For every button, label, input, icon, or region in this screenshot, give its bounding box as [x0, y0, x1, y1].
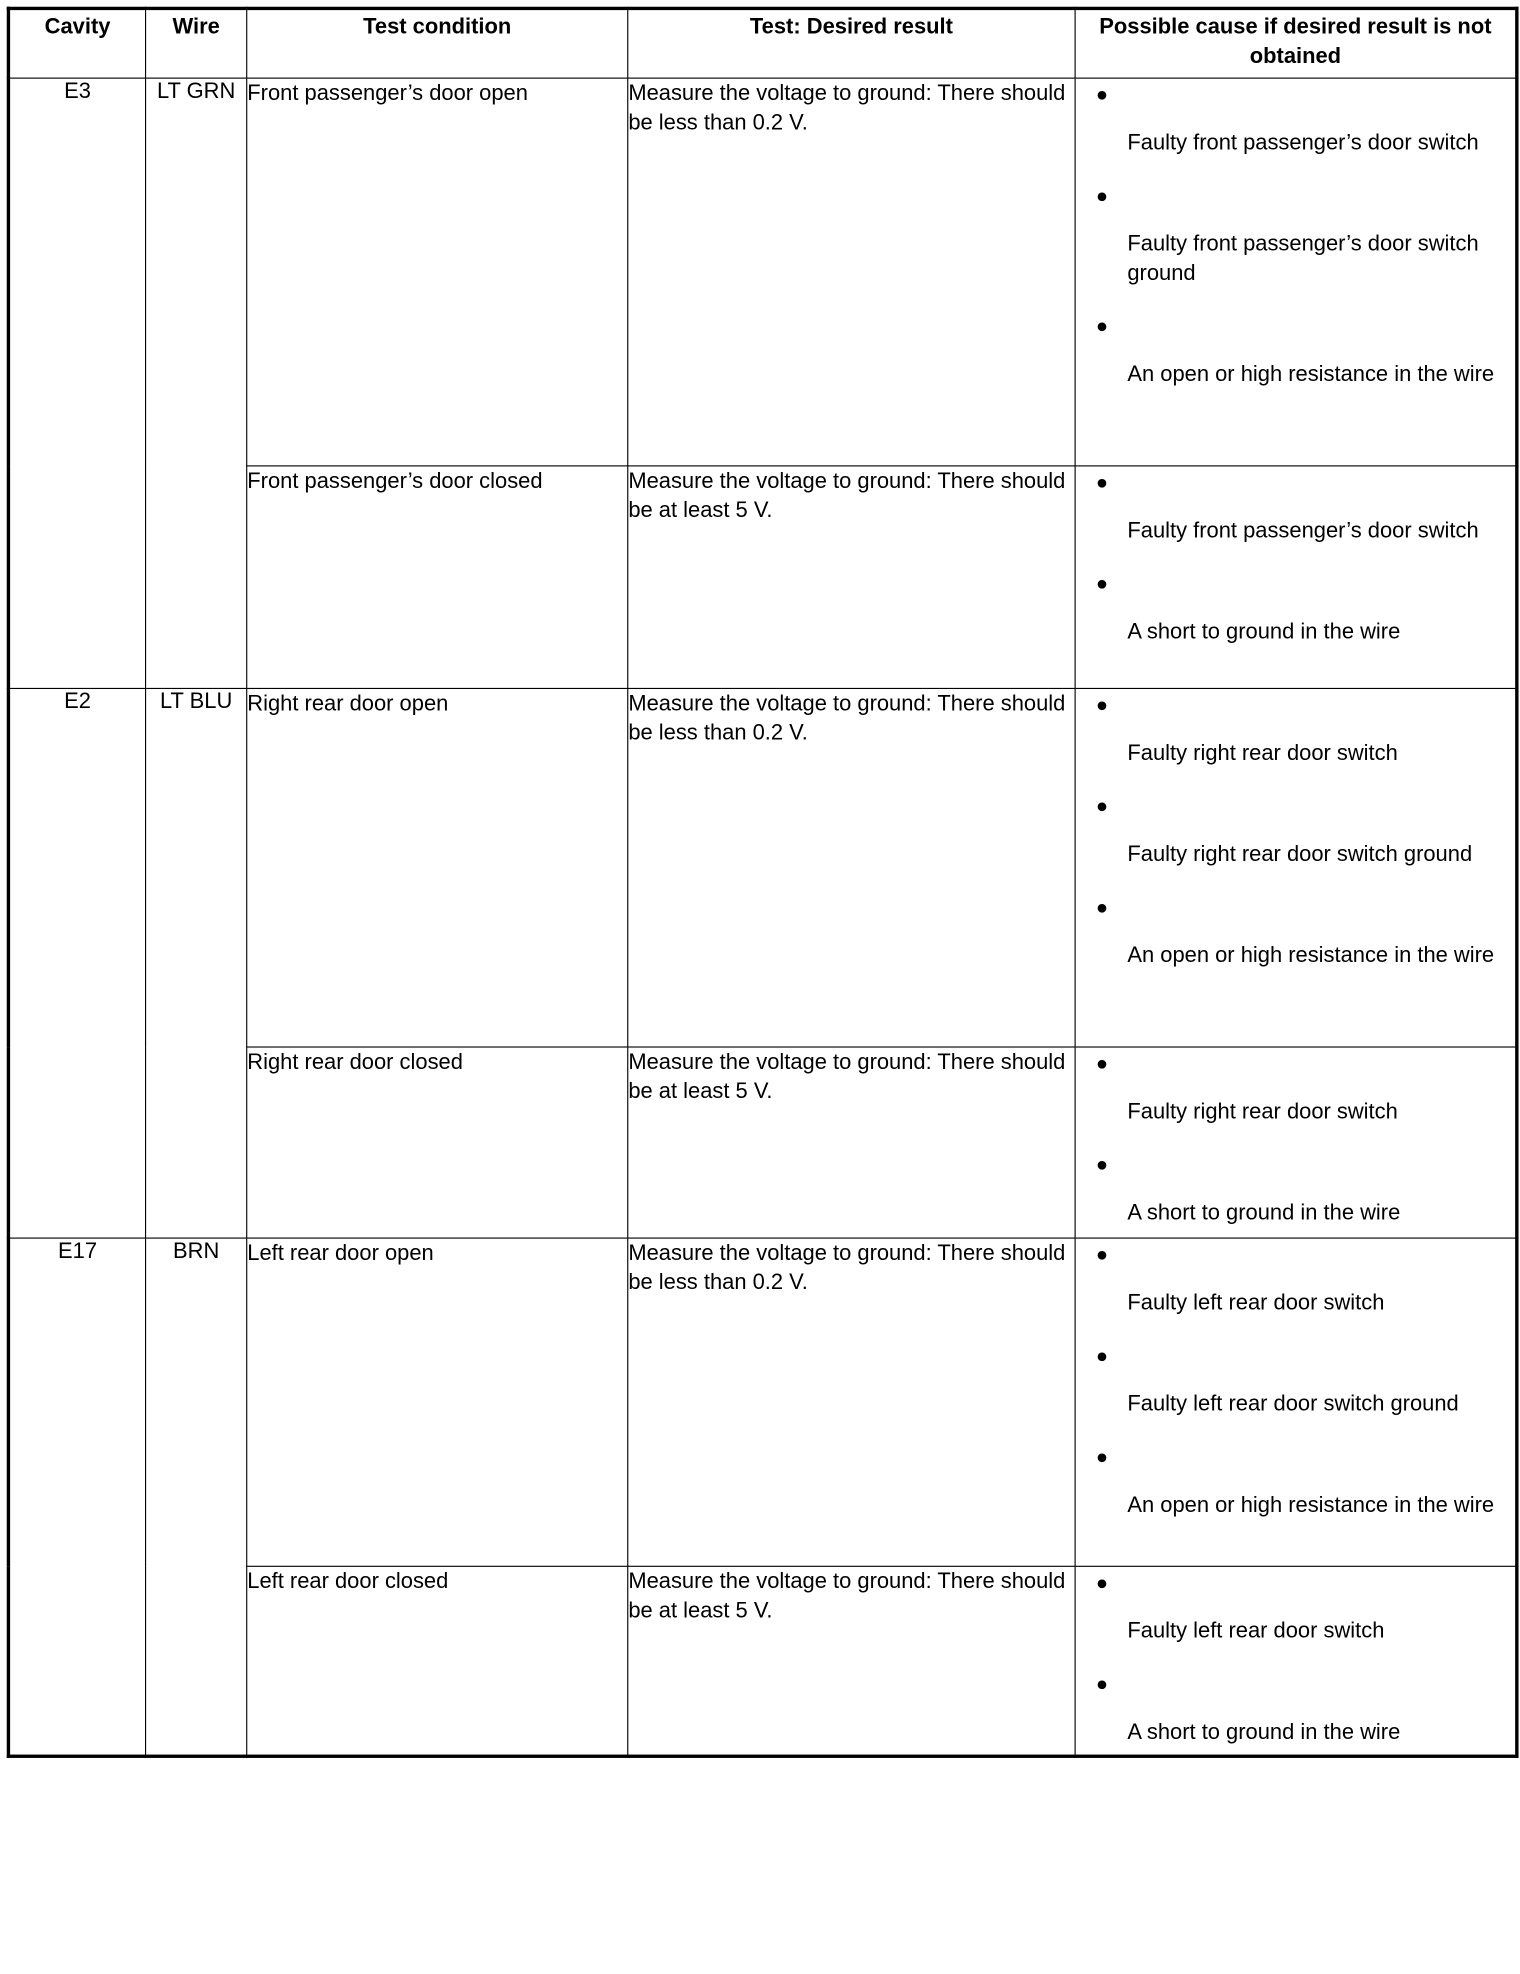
possible-cause-cell — [1075, 78, 1517, 466]
cause-item — [1076, 1340, 1515, 1419]
bullet-icon: ● — [1095, 693, 1109, 716]
cause-item — [1076, 1441, 1515, 1520]
table-row — [8, 78, 1516, 466]
cause-item — [1076, 466, 1515, 545]
bullet-icon: ● — [1095, 470, 1109, 494]
cause-text: Faulty front passenger’s door switch — [1127, 518, 1479, 543]
cause-item — [1076, 79, 1515, 158]
cause-text: A short to ground in the wire — [1127, 619, 1401, 645]
bullet-icon: ● — [1095, 1153, 1109, 1176]
possible-cause-cell — [1075, 1238, 1517, 1566]
test-condition-cell: Left rear door closed — [247, 1566, 628, 1756]
header-row — [8, 8, 1516, 78]
test-condition-cell: Right rear door open — [247, 688, 628, 1047]
bullet-icon: ● — [1095, 1445, 1109, 1468]
test-condition-cell: Front passenger’s door open — [247, 78, 628, 466]
cause-text: An open or high resistance in the wire — [1127, 1492, 1495, 1518]
bullet-icon: ● — [1095, 1243, 1109, 1266]
cause-item — [1076, 689, 1515, 768]
header-cavity: Cavity — [8, 8, 145, 78]
cause-text: Faulty left rear door switch — [1127, 1618, 1385, 1644]
cause-text: Faulty right rear door switch ground — [1127, 841, 1473, 867]
test-condition-cell: Front passenger’s door closed — [247, 466, 628, 689]
header-desired-result: Test: Desired result — [628, 8, 1075, 78]
bullet-icon: ● — [1095, 1344, 1109, 1367]
cause-text: Faulty right rear door switch — [1127, 740, 1398, 766]
cause-item — [1076, 1149, 1515, 1228]
cause-item — [1076, 891, 1515, 970]
cause-text: An open or high resistance in the wire — [1127, 361, 1495, 387]
desired-result-cell: Measure the voltage to ground: There should be at least 5 V. — [628, 1566, 1075, 1756]
header-wire: Wire — [146, 8, 247, 78]
cause-text: Faulty left rear door switch — [1127, 1290, 1385, 1316]
header-possible-cause: Possible cause if desired result is not obtained — [1075, 8, 1517, 78]
cause-item — [1076, 180, 1515, 288]
cause-item — [1076, 1567, 1515, 1646]
wire-cell: LT BLU — [146, 688, 247, 1238]
cause-text: A short to ground in the wire — [1127, 1719, 1401, 1745]
cause-item — [1076, 1239, 1515, 1318]
table-row — [8, 688, 1516, 1047]
wire-cell: LT GRN — [146, 78, 247, 688]
cause-item — [1076, 790, 1515, 869]
cause-text: An open or high resistance in the wire — [1127, 943, 1495, 968]
possible-cause-cell — [1075, 688, 1517, 1047]
possible-cause-cell — [1075, 1566, 1517, 1756]
door-switch-test-table — [7, 7, 1519, 1758]
bullet-icon: ● — [1095, 1571, 1109, 1594]
cause-text: Faulty left rear door switch ground — [1127, 1391, 1459, 1417]
desired-result-cell: Measure the voltage to ground: There should be at least 5 V. — [628, 1047, 1075, 1238]
bullet-icon: ● — [1095, 1672, 1109, 1695]
bullet-icon: ● — [1095, 895, 1109, 919]
possible-cause-cell — [1075, 1047, 1517, 1238]
test-condition-cell: Left rear door open — [247, 1238, 628, 1566]
bullet-icon: ● — [1095, 314, 1109, 338]
cause-item — [1076, 1048, 1515, 1127]
bullet-icon: ● — [1095, 1052, 1109, 1075]
cause-item — [1076, 1668, 1515, 1747]
desired-result-cell: Measure the voltage to ground: There should be less than 0.2 V. — [628, 1238, 1075, 1566]
test-condition-cell: Right rear door closed — [247, 1047, 628, 1238]
bullet-icon: ● — [1095, 572, 1109, 595]
bullet-icon: ● — [1095, 794, 1109, 818]
desired-result-cell: Measure the voltage to ground: There should be less than 0.2 V. — [628, 78, 1075, 466]
cause-item — [1076, 568, 1515, 647]
cause-text: A short to ground in the wire — [1127, 1200, 1401, 1226]
wire-cell: BRN — [146, 1238, 247, 1756]
cavity-cell: E3 — [8, 78, 145, 688]
cause-text: Faulty right rear door switch — [1127, 1099, 1398, 1124]
desired-result-cell: Measure the voltage to ground: There should be at least 5 V. — [628, 466, 1075, 689]
header-test-condition: Test condition — [247, 8, 628, 78]
bullet-icon: ● — [1095, 83, 1109, 106]
bullet-icon: ● — [1095, 184, 1109, 207]
cause-text: Faulty front passenger’s door switch ground — [1127, 231, 1479, 286]
cavity-cell: E2 — [8, 688, 145, 1238]
possible-cause-cell — [1075, 466, 1517, 689]
cause-item — [1076, 310, 1515, 389]
table-row — [8, 1238, 1516, 1566]
cause-text: Faulty front passenger’s door switch — [1127, 130, 1479, 156]
cavity-cell: E17 — [8, 1238, 145, 1756]
desired-result-cell: Measure the voltage to ground: There should be less than 0.2 V. — [628, 688, 1075, 1047]
